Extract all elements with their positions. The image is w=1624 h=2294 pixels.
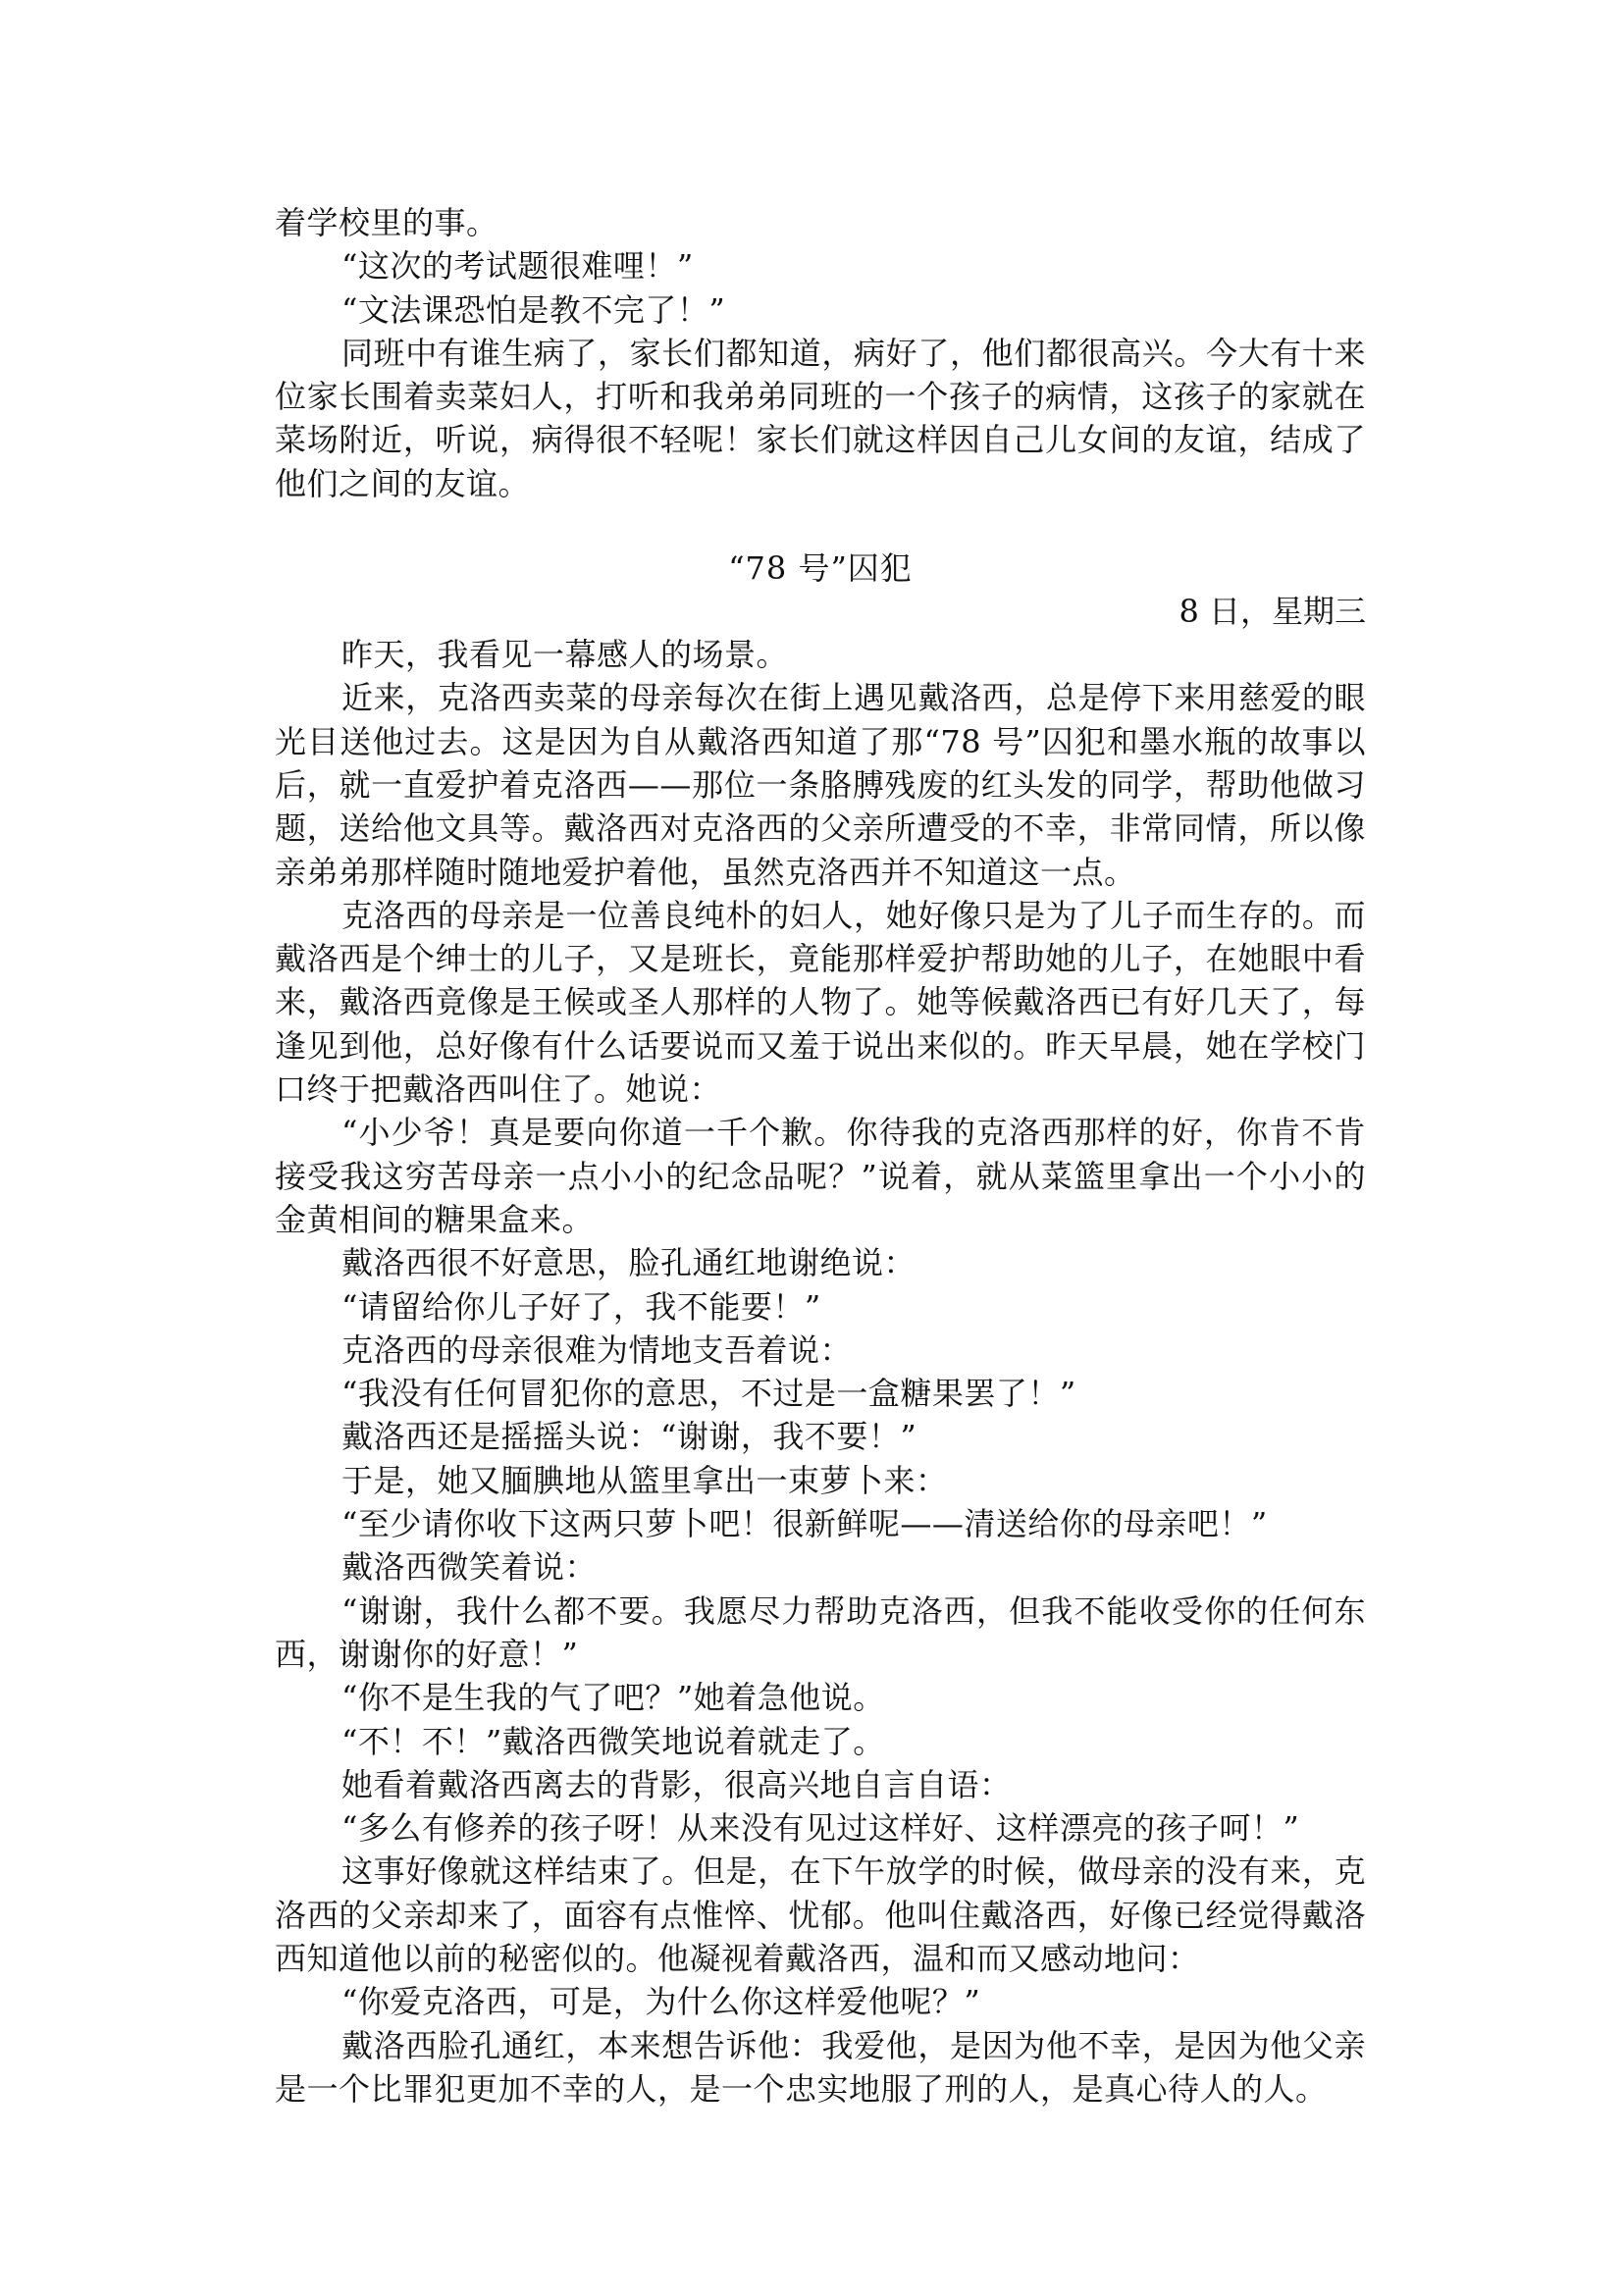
paragraph: “小少爷！真是要向你道一千个歉。你待我的克洛西那样的好，你肯不肯接受我这穷苦母亲一点小小的纪念品呢？”说着，就从菜篮里拿出一个小小的金黄相间的糖果盒来。: [275, 1114, 1366, 1238]
paragraph: “不！不！”戴洛西微笑地说着就走了。: [341, 1722, 885, 1760]
paragraph: “你不是生我的气了吧？”她着急他说。: [341, 1679, 885, 1717]
paragraph: “这次的考试题很难哩！”: [341, 247, 694, 286]
paragraph: “多么有修养的孩子呀！从来没有见过这样好、这样漂亮的孩子呵！”: [341, 1809, 1300, 1848]
paragraph: 戴洛西很不好意思，脸孔通红地谢绝说：: [341, 1244, 917, 1282]
paragraph: “文法课恐怕是教不完了！”: [341, 290, 726, 329]
document-page: [275, 201, 1366, 2111]
paragraph: 克洛西的母亲很难为情地支吾着说：: [341, 1330, 853, 1369]
paragraph: 昨天，我看见一幕感人的场景。: [341, 636, 789, 674]
section-title: “78 号”囚犯: [728, 549, 913, 588]
paragraph: 着学校里的事。: [275, 204, 498, 241]
section-school-matters: [275, 201, 1366, 505]
paragraph: 于是，她又腼腆地从篮里拿出一束萝卜来：: [341, 1461, 948, 1499]
paragraph: “谢谢，我什么都不要。我愿尽力帮助克洛西，但我不能收受你的任何东西，谢谢你的好意！”: [275, 1591, 1366, 1673]
paragraph: 这事好像就这样结束了。但是，在下午放学的时候，做母亲的没有来，克洛西的父亲却来了，面容有点惟悴、忧郁。他叫住戴洛西，好像已经觉得戴洛西知道他以前的秘密似的。他凝视着戴洛西，温和而又感动地问：: [275, 1852, 1366, 1977]
paragraph: “你爱克洛西，可是，为什么你这样爱他呢？”: [341, 1983, 981, 2021]
paragraph: 同班中有谁生病了，家长们都知道，病好了，他们都很高兴。今大有十来位家长围着卖菜妇人，打听和我弟弟同班的一个孩子的病情，这孩子的家就在菜场附近，听说，病得很不轻呢！家长们就这样因自己儿女间的友谊，结成了他们之间的友谊。: [275, 334, 1366, 502]
paragraph: “我没有任何冒犯你的意思，不过是一盒糖果罢了！”: [341, 1375, 1076, 1413]
paragraph: “请留给你儿子好了，我不能要！”: [341, 1287, 821, 1326]
paragraph: 近来，克洛西卖菜的母亲每次在街上遇见戴洛西，总是停下来用慈爱的眼光目送他过去。这是因为自从戴洛西知道了那“78 号”囚犯和墨水瓶的故事以后，就一直爱护着克洛西——那位一条胳膊残废的红头发的同学，帮助他做习题，送给他文具等。戴洛西对克洛西的父亲所遭受的不幸，非常同情，所以像亲弟弟那样随时随地爱护着他，虽然克洛西并不知道这一点。: [275, 679, 1366, 891]
paragraph: “至少请你收下这两只萝卜吧！很新鲜呢——清送给你的母亲吧！”: [341, 1505, 1268, 1543]
date-line: 8 日，星期三: [1179, 593, 1366, 631]
paragraph: 戴洛西还是摇摇头说：“谢谢，我不要！”: [341, 1418, 917, 1456]
paragraph: 她看着戴洛西离去的背影，很高兴地自言自语：: [341, 1765, 1012, 1803]
paragraph: 戴洛西脸孔通红，本来想告诉他：我爱他，是因为他不幸，是因为他父亲是一个比罪犯更加不幸的人，是一个忠实地服了刑的人，是真心待人的人。: [275, 2026, 1366, 2108]
paragraph: 戴洛西微笑着说：: [341, 1548, 598, 1587]
paragraph: 克洛西的母亲是一位善良纯朴的妇人，她好像只是为了儿子而生存的。而戴洛西是个绅士的儿子，又是班长，竟能那样爱护帮助她的儿子，在她眼中看来，戴洛西竟像是王候或圣人那样的人物了。她等候戴洛西已有好几天了，每逢见到他，总好像有什么话要说而又羞于说出来似的。昨天早晨，她在学校门口终于把戴洛西叫住了。她说：: [275, 896, 1366, 1109]
section-prisoner-78: [275, 547, 1366, 2111]
